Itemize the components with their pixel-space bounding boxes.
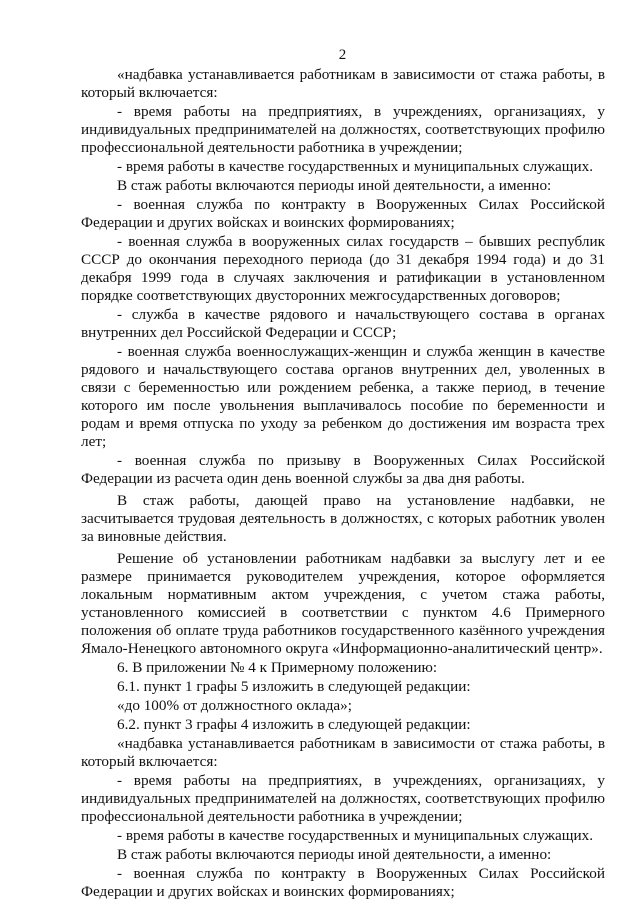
paragraph: Решение об установлении работникам надбавки за выслугу лет и ее размере принимается руководителем учреждения, которое оформляется локальным нормативным актом учреждения, с учетом стажа работы, установленного комиссией в соответствии с пунктом 4.6 Примерного положения об оплате труда работников государственного казённого учреждения Ямало-Ненецкого автономного округа «Информационно-аналитический центр». bbox=[81, 550, 605, 657]
page-number: 2 bbox=[338, 47, 347, 63]
paragraph: - военная служба по контракту в Вооруженных Силах Российской Федерации и других войсках и воинских формированиях; bbox=[81, 865, 605, 900]
paragraph: «надбавка устанавливается работникам в зависимости от стажа работы, в который включается: bbox=[81, 735, 605, 770]
paragraph: 6.2. пункт 3 графы 4 изложить в следующей редакции: bbox=[117, 716, 471, 733]
paragraph: В стаж работы, дающей право на установление надбавки, не засчитывается трудовая деятельность в должностях, с которых работник уволен за виновные действия. bbox=[81, 492, 605, 545]
paragraph: В стаж работы включаются периоды иной деятельности, а именно: bbox=[117, 177, 552, 194]
paragraph: - военная служба военнослужащих-женщин и служба женщин в качестве рядового и начальствующего состава органов внутренних дел, уволенных в связи с беременностью или рождением ребенка, а также период, в течение которого им после увольнения выплачивалось пособие по беременности и родам и время отпуска по уходу за ребенком до достижения им возраста трех лет; bbox=[81, 343, 605, 450]
paragraph: - время работы в качестве государственных и муниципальных служащих. bbox=[117, 827, 593, 844]
paragraph: - время работы в качестве государственных и муниципальных служащих. bbox=[117, 158, 593, 175]
paragraph: «надбавка устанавливается работникам в зависимости от стажа работы, в который включается: bbox=[81, 66, 605, 101]
paragraph: В стаж работы включаются периоды иной деятельности, а именно: bbox=[117, 846, 552, 863]
document-body bbox=[81, 66, 605, 902]
paragraph: 6. В приложении № 4 к Примерному положению: bbox=[117, 659, 438, 676]
paragraph: - военная служба в вооруженных силах государств – бывших республик СССР до окончания переходного периода (до 31 декабря 1994 года) и до 31 декабря 1999 года в случаях заключения и ратификации в установленном порядке соответствующих двусторонних межгосударственных договоров; bbox=[81, 233, 605, 304]
paragraph: - время работы на предприятиях, в учреждениях, организациях, у индивидуальных предпринимателей на должностях, соответствующих профилю профессиональной деятельности работника в учреждении; bbox=[81, 103, 605, 156]
paragraph: 6.1. пункт 1 графы 5 изложить в следующей редакции: bbox=[117, 678, 471, 695]
paragraph: - время работы на предприятиях, в учреждениях, организациях, у индивидуальных предпринимателей на должностях, соответствующих профилю профессиональной деятельности работника в учреждении; bbox=[81, 772, 605, 825]
paragraph: - военная служба по призыву в Вооруженных Силах Российской Федерации из расчета один день военной службы за два дня работы. bbox=[81, 452, 605, 487]
paragraph: - служба в качестве рядового и начальствующего состава в органах внутренних дел Российской Федерации и СССР; bbox=[81, 306, 605, 341]
paragraph: «до 100% от должностного оклада»; bbox=[117, 697, 352, 714]
paragraph: - военная служба по контракту в Вооруженных Силах Российской Федерации и других войсках и воинских формированиях; bbox=[81, 196, 605, 231]
